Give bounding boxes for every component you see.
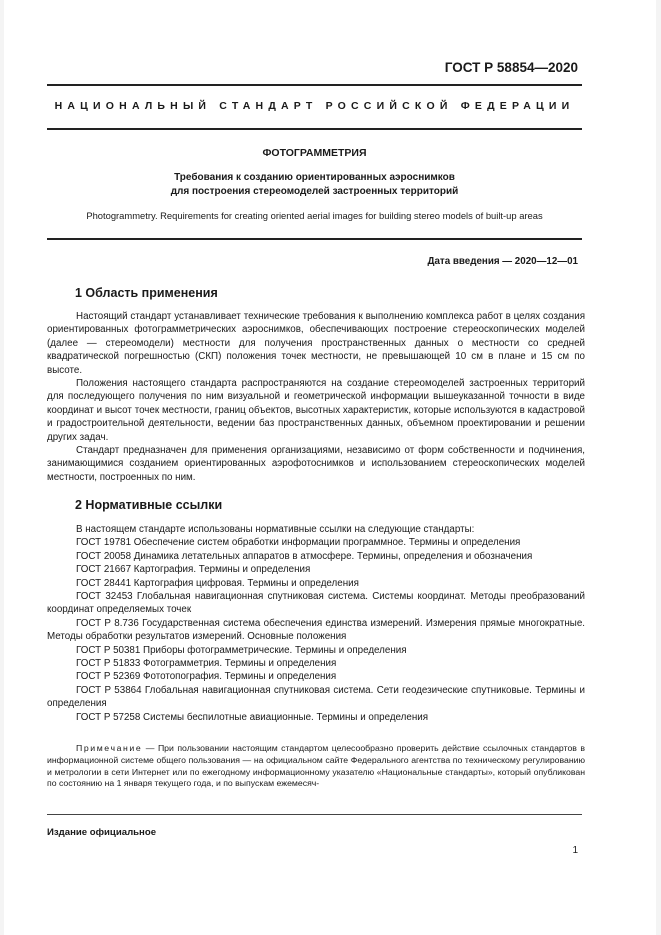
- document-page: [4, 0, 656, 935]
- section-1-heading: 1 Область применения: [75, 286, 218, 300]
- subtitle-line-2: для построения стереомоделей застроенных территорий: [170, 186, 459, 197]
- document-title: ФОТОГРАММЕТРИЯ: [262, 147, 367, 159]
- reference-item: ГОСТ Р 50381 Приборы фотограмметрические. Термины и определения: [76, 644, 407, 656]
- references-list: [47, 523, 585, 724]
- section-1-paragraph: Положения настоящего стандарта распространяются на создание стереомоделей застроенных территорий для последующего получения по ним визуальной и геометрической информации вышеуказанной точности в виде координат и высот точек местности, границ объектов, высотных характеристик, которые используются в кадастровой и градостроительной деятельности, ведении баз пространственных данных, объемном проектировании и решении других задач.: [47, 378, 585, 443]
- note-label: Примечание: [76, 743, 143, 753]
- header-rule: [47, 84, 582, 86]
- reference-item: ГОСТ 32453 Глобальная навигационная спутниковая система. Системы координат. Методы преобразований координат определяемых точек: [47, 591, 585, 616]
- introduction-date: Дата введения — 2020—12—01: [427, 256, 578, 267]
- section-1-body: [47, 310, 585, 484]
- reference-item: ГОСТ Р 52369 Фототопография. Термины и определения: [76, 671, 337, 683]
- reference-item: ГОСТ Р 53864 Глобальная навигационная спутниковая система. Сети геодезические спутниковые. Термины и определения: [47, 684, 585, 710]
- section-1-paragraph: Настоящий стандарт устанавливает технические требования к выполнению комплекса работ в целях создания ориентированных фотограмметрических аэроснимков, обеспечивающих построение стереоскопических моделей (далее — стереомодели) местности для получения пространственных данных о местности со средней квадратической погрешностью (СКП) положения точек местности, не превышающей 10 см в плане и 15 см по высоте.: [47, 311, 585, 376]
- references-note: [47, 743, 585, 790]
- reference-item: ГОСТ 19781 Обеспечение систем обработки информации программное. Термины и определения: [76, 537, 521, 549]
- banner-rule: [47, 128, 582, 130]
- note-text: — При пользовании настоящим стандартом целесообразно проверить действие ссылочных стандартов в информационной системе общего пользования — на официальном сайте Федерального агентства по техническому регулированию и метрологии в сети Интернет или по ежегодному информационному указателю «Национальные стандарты», который опубликован по состоянию на 1 января текущего года, и по выпускам ежемесяч-: [47, 743, 585, 789]
- edition-label: Издание официальное: [47, 827, 157, 838]
- references-intro: В настоящем стандарте использованы нормативные ссылки на следующие стандарты:: [76, 524, 475, 535]
- english-title: Photogrammetry. Requirements for creating oriented aerial images for building stereo models of built-up areas: [86, 210, 543, 221]
- reference-item: ГОСТ Р 57258 Системы беспилотные авиационные. Термины и определения: [76, 711, 429, 723]
- section-2-heading: 2 Нормативные ссылки: [75, 498, 223, 512]
- page-number: 1: [572, 845, 578, 856]
- footer-rule: [47, 814, 582, 815]
- reference-item: ГОСТ Р 51833 Фотограмметрия. Термины и определения: [76, 658, 337, 670]
- reference-item: ГОСТ 28441 Картография цифровая. Термины и определения: [76, 577, 359, 589]
- subtitle-line-1: Требования к созданию ориентированных аэроснимков: [174, 172, 455, 183]
- document-subtitle: [47, 171, 582, 199]
- section-1-paragraph: Стандарт предназначен для применения организациями, независимо от форм собственности и подчинения, занимающимися созданием ориентированных аэрофотоснимков и использованием стереоскопических моделей местности, построенных по ним.: [47, 445, 585, 483]
- national-standard-banner: НАЦИОНАЛЬНЫЙ СТАНДАРТ РОССИЙСКОЙ ФЕДЕРАЦИИ: [54, 100, 575, 112]
- standard-number: ГОСТ Р 58854—2020: [444, 60, 578, 75]
- reference-item: ГОСТ 20058 Динамика летательных аппаратов в атмосфере. Термины, определения и обозначения: [76, 550, 533, 562]
- title-rule: [47, 238, 582, 240]
- reference-item: ГОСТ 21667 Картография. Термины и определения: [76, 564, 311, 576]
- reference-item: ГОСТ Р 8.736 Государственная система обеспечения единства измерений. Измерения прямые многократные. Методы обработки результатов измерений. Основные положения: [47, 617, 585, 643]
